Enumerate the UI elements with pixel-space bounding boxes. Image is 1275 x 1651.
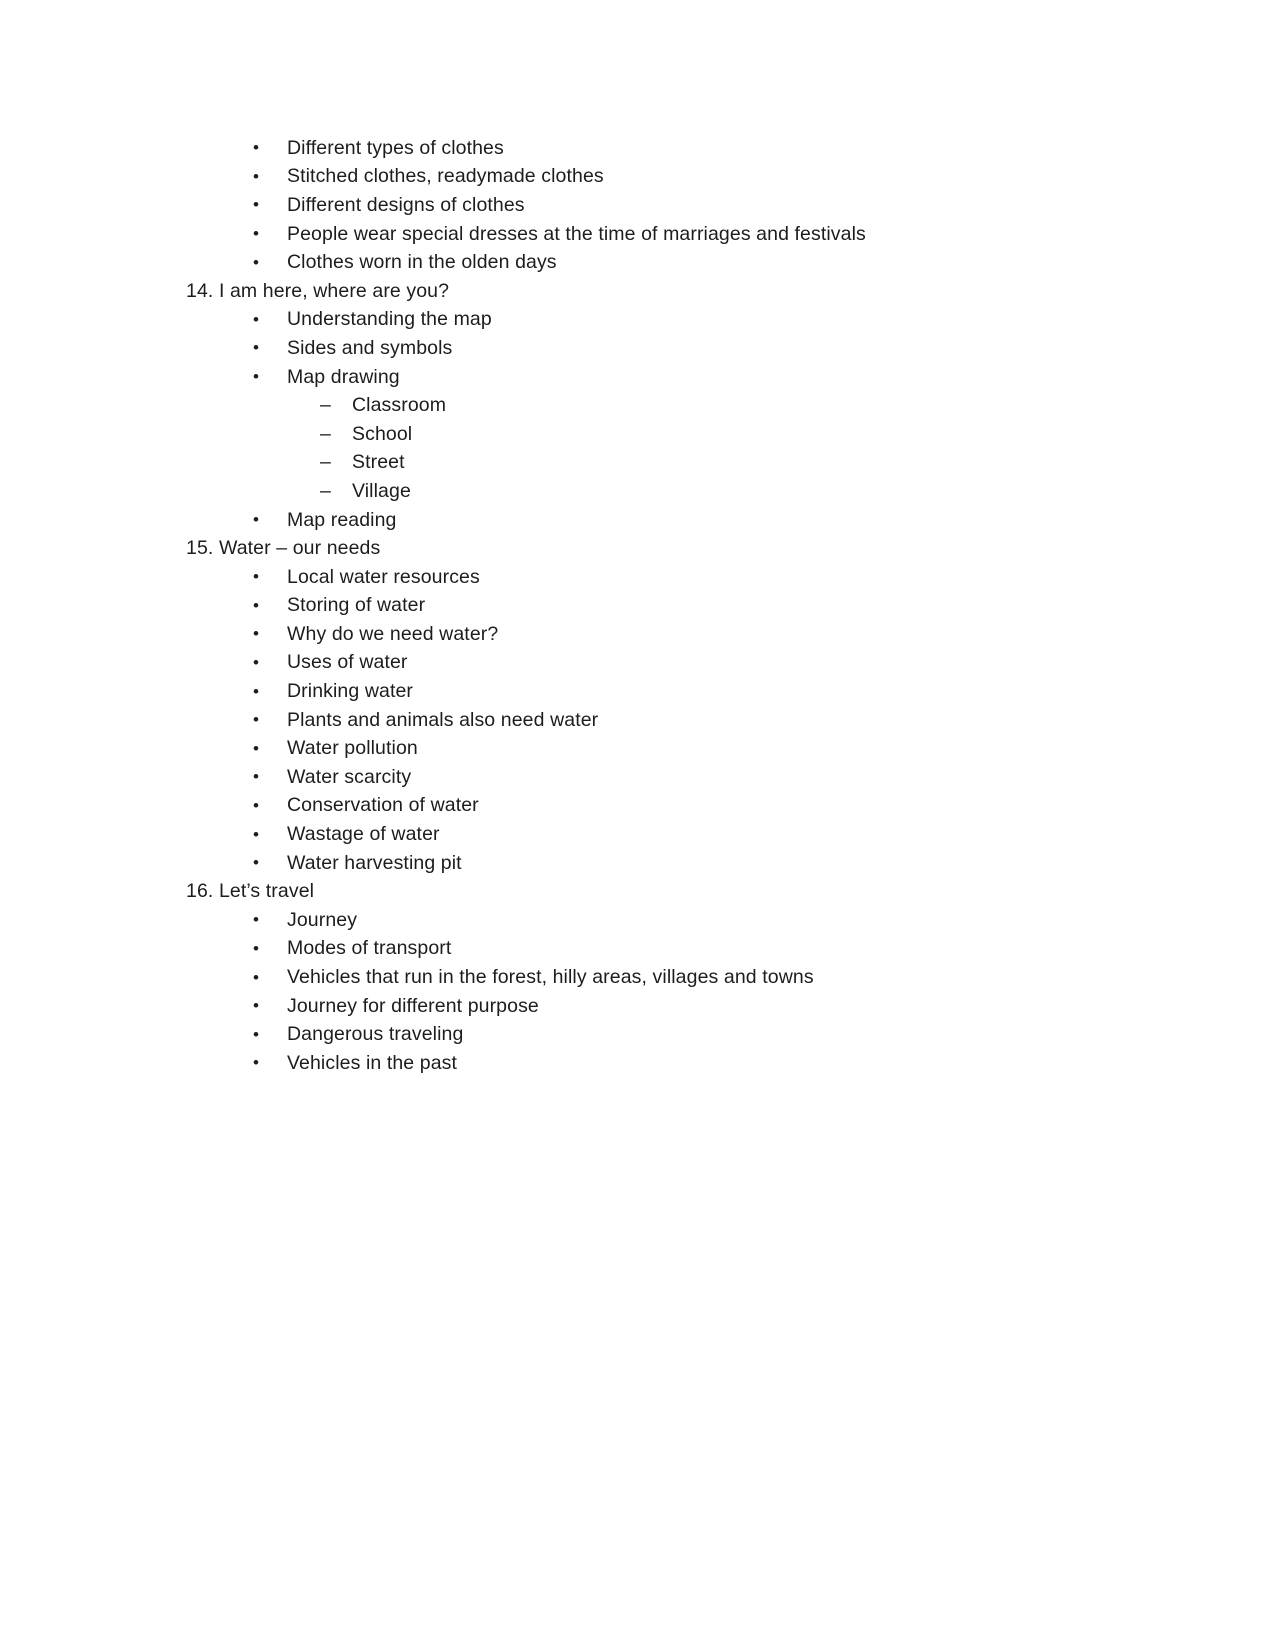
item-text: Different designs of clothes xyxy=(287,193,525,216)
heading-text: I am here, where are you? xyxy=(218,279,450,302)
bullet-marker-icon: • xyxy=(253,996,260,1016)
bullet-marker-icon: • xyxy=(253,681,260,701)
outline-item xyxy=(186,191,1186,220)
item-text: Conservation of water xyxy=(287,794,479,817)
outline-item xyxy=(186,363,1186,392)
item-text: Wastage of water xyxy=(287,823,440,846)
item-text: Map drawing xyxy=(287,365,400,388)
item-text: Dangerous traveling xyxy=(287,1023,464,1046)
bullet-marker-icon: • xyxy=(253,738,260,758)
item-text: Water harvesting pit xyxy=(287,851,462,874)
outline-item xyxy=(186,620,1186,649)
outline-item xyxy=(186,963,1186,992)
bullet-marker-icon: • xyxy=(253,567,260,587)
outline-item xyxy=(186,334,1186,363)
outline-item xyxy=(186,849,1186,878)
item-text: Vehicles that run in the forest, hilly areas, villages and towns xyxy=(287,966,814,989)
item-text: Plants and animals also need water xyxy=(287,708,599,731)
bullet-marker-icon: • xyxy=(253,338,260,358)
bullet-marker-icon: • xyxy=(253,510,260,530)
heading-text: Let’s travel xyxy=(218,880,315,903)
outline-item xyxy=(186,220,1186,249)
item-text: School xyxy=(352,422,413,445)
bullet-marker-icon: • xyxy=(253,938,260,958)
outline-item xyxy=(186,163,1186,192)
item-text: Storing of water xyxy=(287,594,426,617)
item-text: Street xyxy=(352,451,405,474)
heading-number: 14. xyxy=(186,279,219,302)
item-text: Vehicles in the past xyxy=(287,1051,458,1074)
item-text: Clothes worn in the olden days xyxy=(287,251,557,274)
dash-marker-icon: – xyxy=(320,479,331,502)
outline-item xyxy=(186,763,1186,792)
bullet-marker-icon: • xyxy=(253,166,260,186)
heading-number: 16. xyxy=(186,880,219,903)
bullet-marker-icon: • xyxy=(253,367,260,387)
outline-list xyxy=(186,134,1186,1078)
outline-item xyxy=(186,306,1186,335)
outline-heading xyxy=(186,877,1186,906)
dash-marker-icon: – xyxy=(320,422,331,445)
outline-heading xyxy=(186,277,1186,306)
bullet-marker-icon: • xyxy=(253,252,260,272)
bullet-marker-icon: • xyxy=(253,795,260,815)
outline-item xyxy=(186,391,1186,420)
heading-number: 15. xyxy=(186,537,219,560)
bullet-marker-icon: • xyxy=(253,910,260,930)
item-text: Village xyxy=(352,479,411,502)
bullet-marker-icon: • xyxy=(253,652,260,672)
item-text: Map reading xyxy=(287,508,397,531)
bullet-marker-icon: • xyxy=(253,224,260,244)
outline-item xyxy=(186,649,1186,678)
outline-item xyxy=(186,1020,1186,1049)
item-text: Drinking water xyxy=(287,680,414,703)
bullet-marker-icon: • xyxy=(253,309,260,329)
item-text: People wear special dresses at the time of marriages and festivals xyxy=(287,222,866,245)
outline-item xyxy=(186,477,1186,506)
item-text: Understanding the map xyxy=(287,308,492,331)
item-text: Classroom xyxy=(352,394,447,417)
item-text: Stitched clothes, readymade clothes xyxy=(287,165,604,188)
bullet-marker-icon: • xyxy=(253,595,260,615)
outline-item xyxy=(186,820,1186,849)
outline-item xyxy=(186,506,1186,535)
item-text: Different types of clothes xyxy=(287,136,504,159)
dash-marker-icon: – xyxy=(320,394,331,417)
heading-text: Water – our needs xyxy=(218,537,381,560)
item-text: Uses of water xyxy=(287,651,408,674)
outline-item xyxy=(186,677,1186,706)
item-text: Modes of transport xyxy=(287,937,452,960)
item-text: Why do we need water? xyxy=(287,622,499,645)
item-text: Sides and symbols xyxy=(287,336,453,359)
outline-item xyxy=(186,420,1186,449)
bullet-marker-icon: • xyxy=(253,1053,260,1073)
bullet-marker-icon: • xyxy=(253,624,260,644)
item-text: Water pollution xyxy=(287,737,418,760)
item-text: Local water resources xyxy=(287,565,480,588)
bullet-marker-icon: • xyxy=(253,767,260,787)
outline-item xyxy=(186,906,1186,935)
outline-item xyxy=(186,792,1186,821)
outline-item xyxy=(186,134,1186,163)
item-text: Journey for different purpose xyxy=(287,994,539,1017)
dash-marker-icon: – xyxy=(320,451,331,474)
item-text: Journey xyxy=(287,908,358,931)
outline-item xyxy=(186,935,1186,964)
bullet-marker-icon: • xyxy=(253,138,260,158)
outline-item xyxy=(186,734,1186,763)
outline-item xyxy=(186,449,1186,478)
bullet-marker-icon: • xyxy=(253,1024,260,1044)
outline-item xyxy=(186,563,1186,592)
outline-heading xyxy=(186,534,1186,563)
bullet-marker-icon: • xyxy=(253,853,260,873)
outline-item xyxy=(186,992,1186,1021)
bullet-marker-icon: • xyxy=(253,195,260,215)
bullet-marker-icon: • xyxy=(253,824,260,844)
outline-item xyxy=(186,1049,1186,1078)
bullet-marker-icon: • xyxy=(253,967,260,987)
outline-item xyxy=(186,706,1186,735)
bullet-marker-icon: • xyxy=(253,710,260,730)
outline-item xyxy=(186,592,1186,621)
item-text: Water scarcity xyxy=(287,765,412,788)
outline-item xyxy=(186,248,1186,277)
